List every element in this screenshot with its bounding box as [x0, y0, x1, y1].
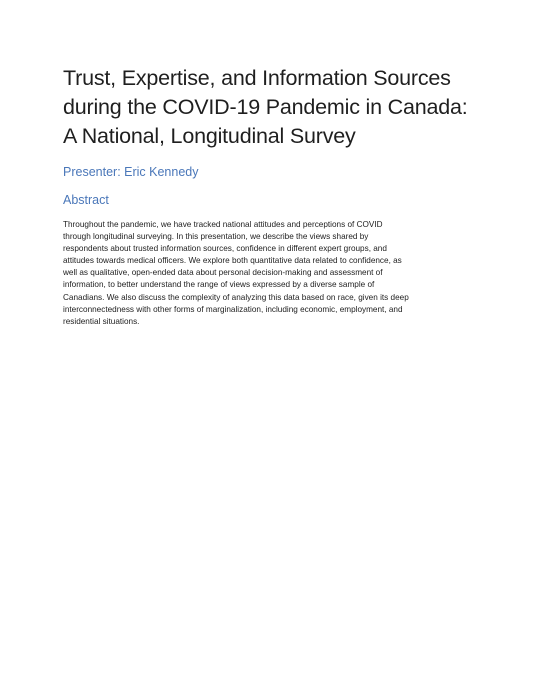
title-line: Trust, Expertise, and Information Sources: [63, 66, 451, 90]
abstract-line: information, to better understand the range of views expressed by a diverse sample of: [63, 280, 375, 290]
abstract-line: respondents about trusted information sources, confidence in different expert groups, and: [63, 244, 387, 254]
document-title: [63, 64, 483, 151]
abstract-heading: Abstract: [63, 193, 109, 207]
abstract-line: Canadians. We also discuss the complexity of analyzing this data based on race, given its deep: [63, 292, 409, 302]
title-line: during the COVID-19 Pandemic in Canada:: [63, 95, 468, 119]
abstract-line: through longitudinal surveying. In this presentation, we describe the views shared by: [63, 232, 369, 242]
abstract-body: [63, 219, 483, 328]
abstract-line: attitudes towards medical officers. We explore both quantitative data related to confidence, as: [63, 256, 402, 266]
abstract-line: interconnectedness with other forms of marginalization, including economic, employment, and: [63, 304, 403, 314]
presenter-line: Presenter: Eric Kennedy: [63, 165, 199, 179]
document-content: [63, 64, 483, 328]
abstract-line: Throughout the pandemic, we have tracked national attitudes and perceptions of COVID: [63, 220, 383, 229]
title-line: A National, Longitudinal Survey: [63, 124, 356, 148]
abstract-line: well as qualitative, open-ended data about personal decision-making and assessment of: [63, 268, 383, 278]
abstract-line: residential situations.: [63, 316, 140, 326]
